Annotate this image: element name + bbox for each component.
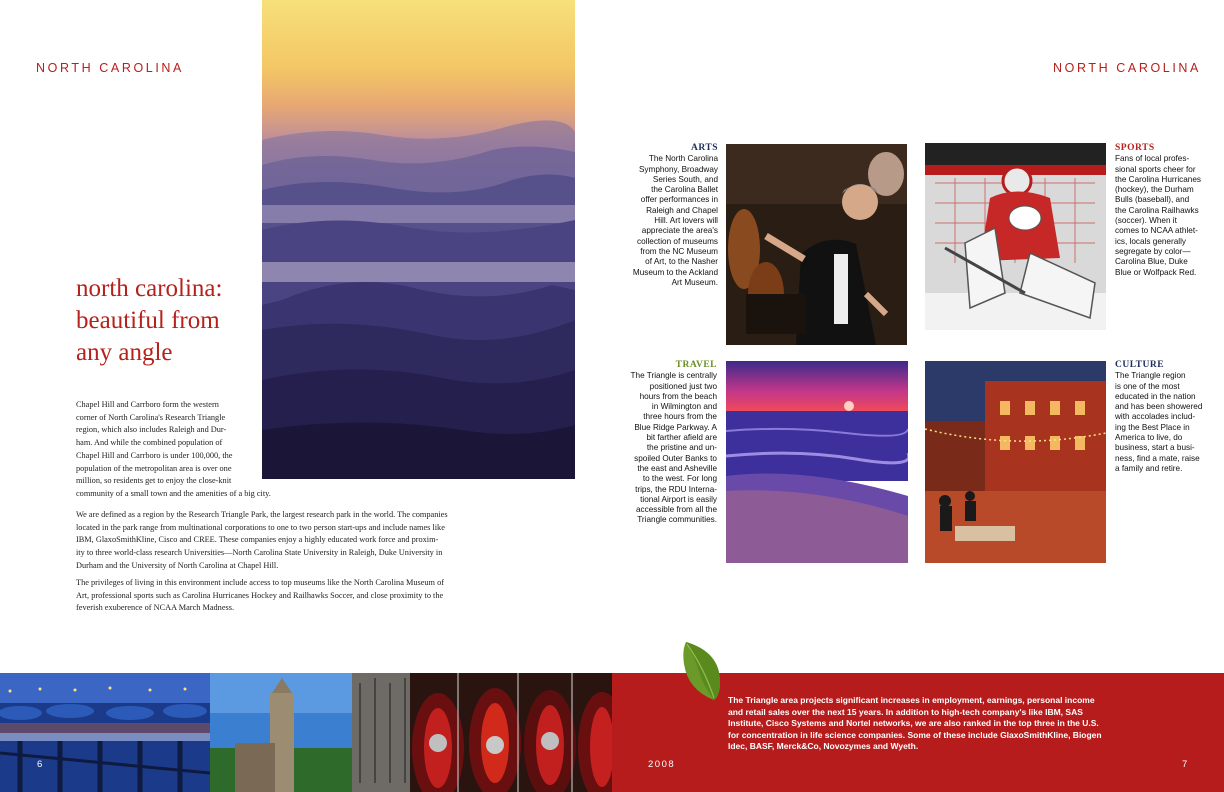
headline-line-1: north carolina: [76,275,223,302]
body-line: IBM, GlaxoSmithKline, Cisco and CREE. These companies enjoy a highly educated work force and proxim- [76,535,439,545]
caption-line: Bulls (baseball), and [1115,195,1190,205]
caption-line: collection of museums [637,236,718,246]
caption-line: the Carolina Railhawks [1115,205,1199,215]
caption-line: The Triangle region [1115,371,1186,381]
caption-line: Museum to the Ackland [632,267,718,277]
caption-line: ics, locals generally [1115,236,1186,246]
caption-line: spoiled Outer Banks to [634,453,717,463]
sports-title: SPORTS [1115,143,1155,153]
caption-line: business, start a busi- [1115,443,1195,453]
caption-line: (hockey), the Durham [1115,185,1194,195]
caption-line: and has been showered [1115,402,1203,412]
headline-line-3: any angle [76,339,173,366]
caption-line: comes to NCAA athlet- [1115,226,1198,236]
caption-line: trips, the RDU Interna- [635,484,717,494]
body-line: feverish exuberence of NCAA March Madness. [76,603,235,613]
caption-line: positioned just two [649,381,717,391]
caption-line: sional sports cheer for [1115,164,1196,174]
band-line: Idec, BASF, Merck&Co, Novozymes and Wyeth. [728,741,919,752]
arts-title: ARTS [690,143,718,153]
body-paragraph-2 [76,509,448,573]
caption-line: a family and retire. [1115,463,1183,473]
travel-title: TRAVEL [675,360,717,370]
year-label: 2008 [648,759,676,770]
caption-line: to the west. For long [642,474,717,484]
travel-beach-sunset-photo [726,361,908,563]
caption-line: offer performances in [640,195,718,205]
bottom-pier-photo [0,673,210,792]
caption-line: educated in the nation [1115,391,1196,401]
body-line: We are defined as a region by the Research Triangle Park, the largest research park in the world. The companies [76,510,448,519]
bottom-chapel-photo [210,673,410,792]
body-line: ham. And while the combined population of [76,438,223,448]
body-line: Art, professional sports such as Carolina Hurricanes Hockey and Railhawks Soccer, and close proximity to the [76,590,444,600]
caption-line: ness, find a mate, raise [1115,453,1200,463]
arts-conductor-photo [726,144,907,345]
culture-street-photo [925,361,1106,563]
caption-line: the pristine and un- [646,443,717,453]
sports-caption [1115,143,1215,278]
body-line: The privileges of living in this environment include access to top museums like the North Carolina Museum of [76,578,444,587]
caption-line: ing the Best Place in [1115,422,1190,432]
body-line: corner of North Carolina's Research Triangle [76,412,226,422]
caption-line: the east and Asheville [637,463,717,473]
body-line: Chapel Hill and Carrboro form the western [76,400,219,409]
caption-line: accessible from all the [636,505,717,515]
caption-line: from the NC Museum [640,246,718,256]
leaf-icon [680,638,724,702]
body-line: located in the park range from multinational corporations to one to two person start-ups and include names like [76,522,445,532]
caption-line: Blue or Wolfpack Red. [1115,267,1197,277]
body-line: population of the metropolitan area is over one [76,463,232,473]
caption-line: Raleigh and Chapel [646,205,718,215]
bottom-guitars-photo [410,673,612,792]
caption-line: segregate by color— [1115,246,1191,256]
body-line: Durham and the University of North Carolina at Chapel Hill. [76,560,279,570]
body-line: ity to three world-class research Universities—North Carolina State University in Raleigh, Duke University in [76,548,443,558]
caption-line: hours from the beach [639,391,717,401]
body-line: million, so residents get to enjoy the close-knit [76,476,232,486]
caption-line: appreciate the area's [641,226,718,236]
caption-line: Fans of local profes- [1115,154,1190,164]
body-line: region, which also includes Raleigh and Dur- [76,425,227,435]
right-page-header: NORTH CAROLINA [1053,61,1201,75]
headline [76,273,266,369]
caption-line: Art Museum. [671,277,718,287]
caption-line: the Carolina Hurricanes [1115,174,1202,184]
headline-line-2: beautiful from [76,307,220,334]
band-line: and retail sales over the next 15 years. In addition to high-tech company's like IBM, SAS [728,706,1083,717]
caption-line: the Carolina Ballet [651,185,718,195]
caption-line: is one of the most [1115,381,1180,391]
hero-mountain-photo [262,0,575,479]
culture-title: CULTURE [1115,360,1165,370]
caption-line: of Art, to the Nasher [645,257,718,267]
caption-line: three hours from the [643,412,717,422]
right-page-number: 7 [1182,759,1189,770]
band-text [728,695,1113,753]
caption-line: The North Carolina [648,154,718,164]
arts-caption [618,143,718,288]
caption-line: The Triangle is centrally [630,371,717,381]
caption-line: America to live, do [1115,433,1183,443]
body-line: Chapel Hill and Carrboro is under 100,000, the [76,450,233,460]
body-paragraph-3 [76,577,444,615]
left-page-header: NORTH CAROLINA [36,61,184,75]
caption-line: Blue Ridge Parkway. A [634,422,717,432]
caption-line: (soccer). When it [1115,216,1177,226]
culture-caption [1115,360,1215,474]
travel-caption [612,360,717,526]
caption-line: bit farther afield are [646,433,717,443]
band-line: Institute, Cisco Systems and Nortel networks, we are also ranked in the top three in the U.S. [728,718,1099,729]
caption-line: Symphony, Broadway [638,164,718,174]
caption-line: Triangle communities. [637,515,717,525]
band-line: for concentration in life science companies. Some of these include GlaxoSmithKline, Biogen [728,729,1102,740]
caption-line: tional Airport is easily [640,494,717,504]
band-line: The Triangle area projects significant increases in employment, earnings, personal income [728,695,1095,705]
caption-line: Series South, and [652,174,718,184]
left-page-number: 6 [37,759,44,770]
caption-line: with accolades includ- [1115,412,1196,422]
body-paragraph-1 [76,399,271,501]
caption-line: Carolina Blue, Duke [1115,257,1188,267]
body-line: community of a small town and the amenities of a big city. [76,488,271,498]
caption-line: Hill. Art lovers will [654,216,718,226]
sports-hockey-photo [925,143,1106,330]
caption-line: in Wilmington and [651,402,717,412]
